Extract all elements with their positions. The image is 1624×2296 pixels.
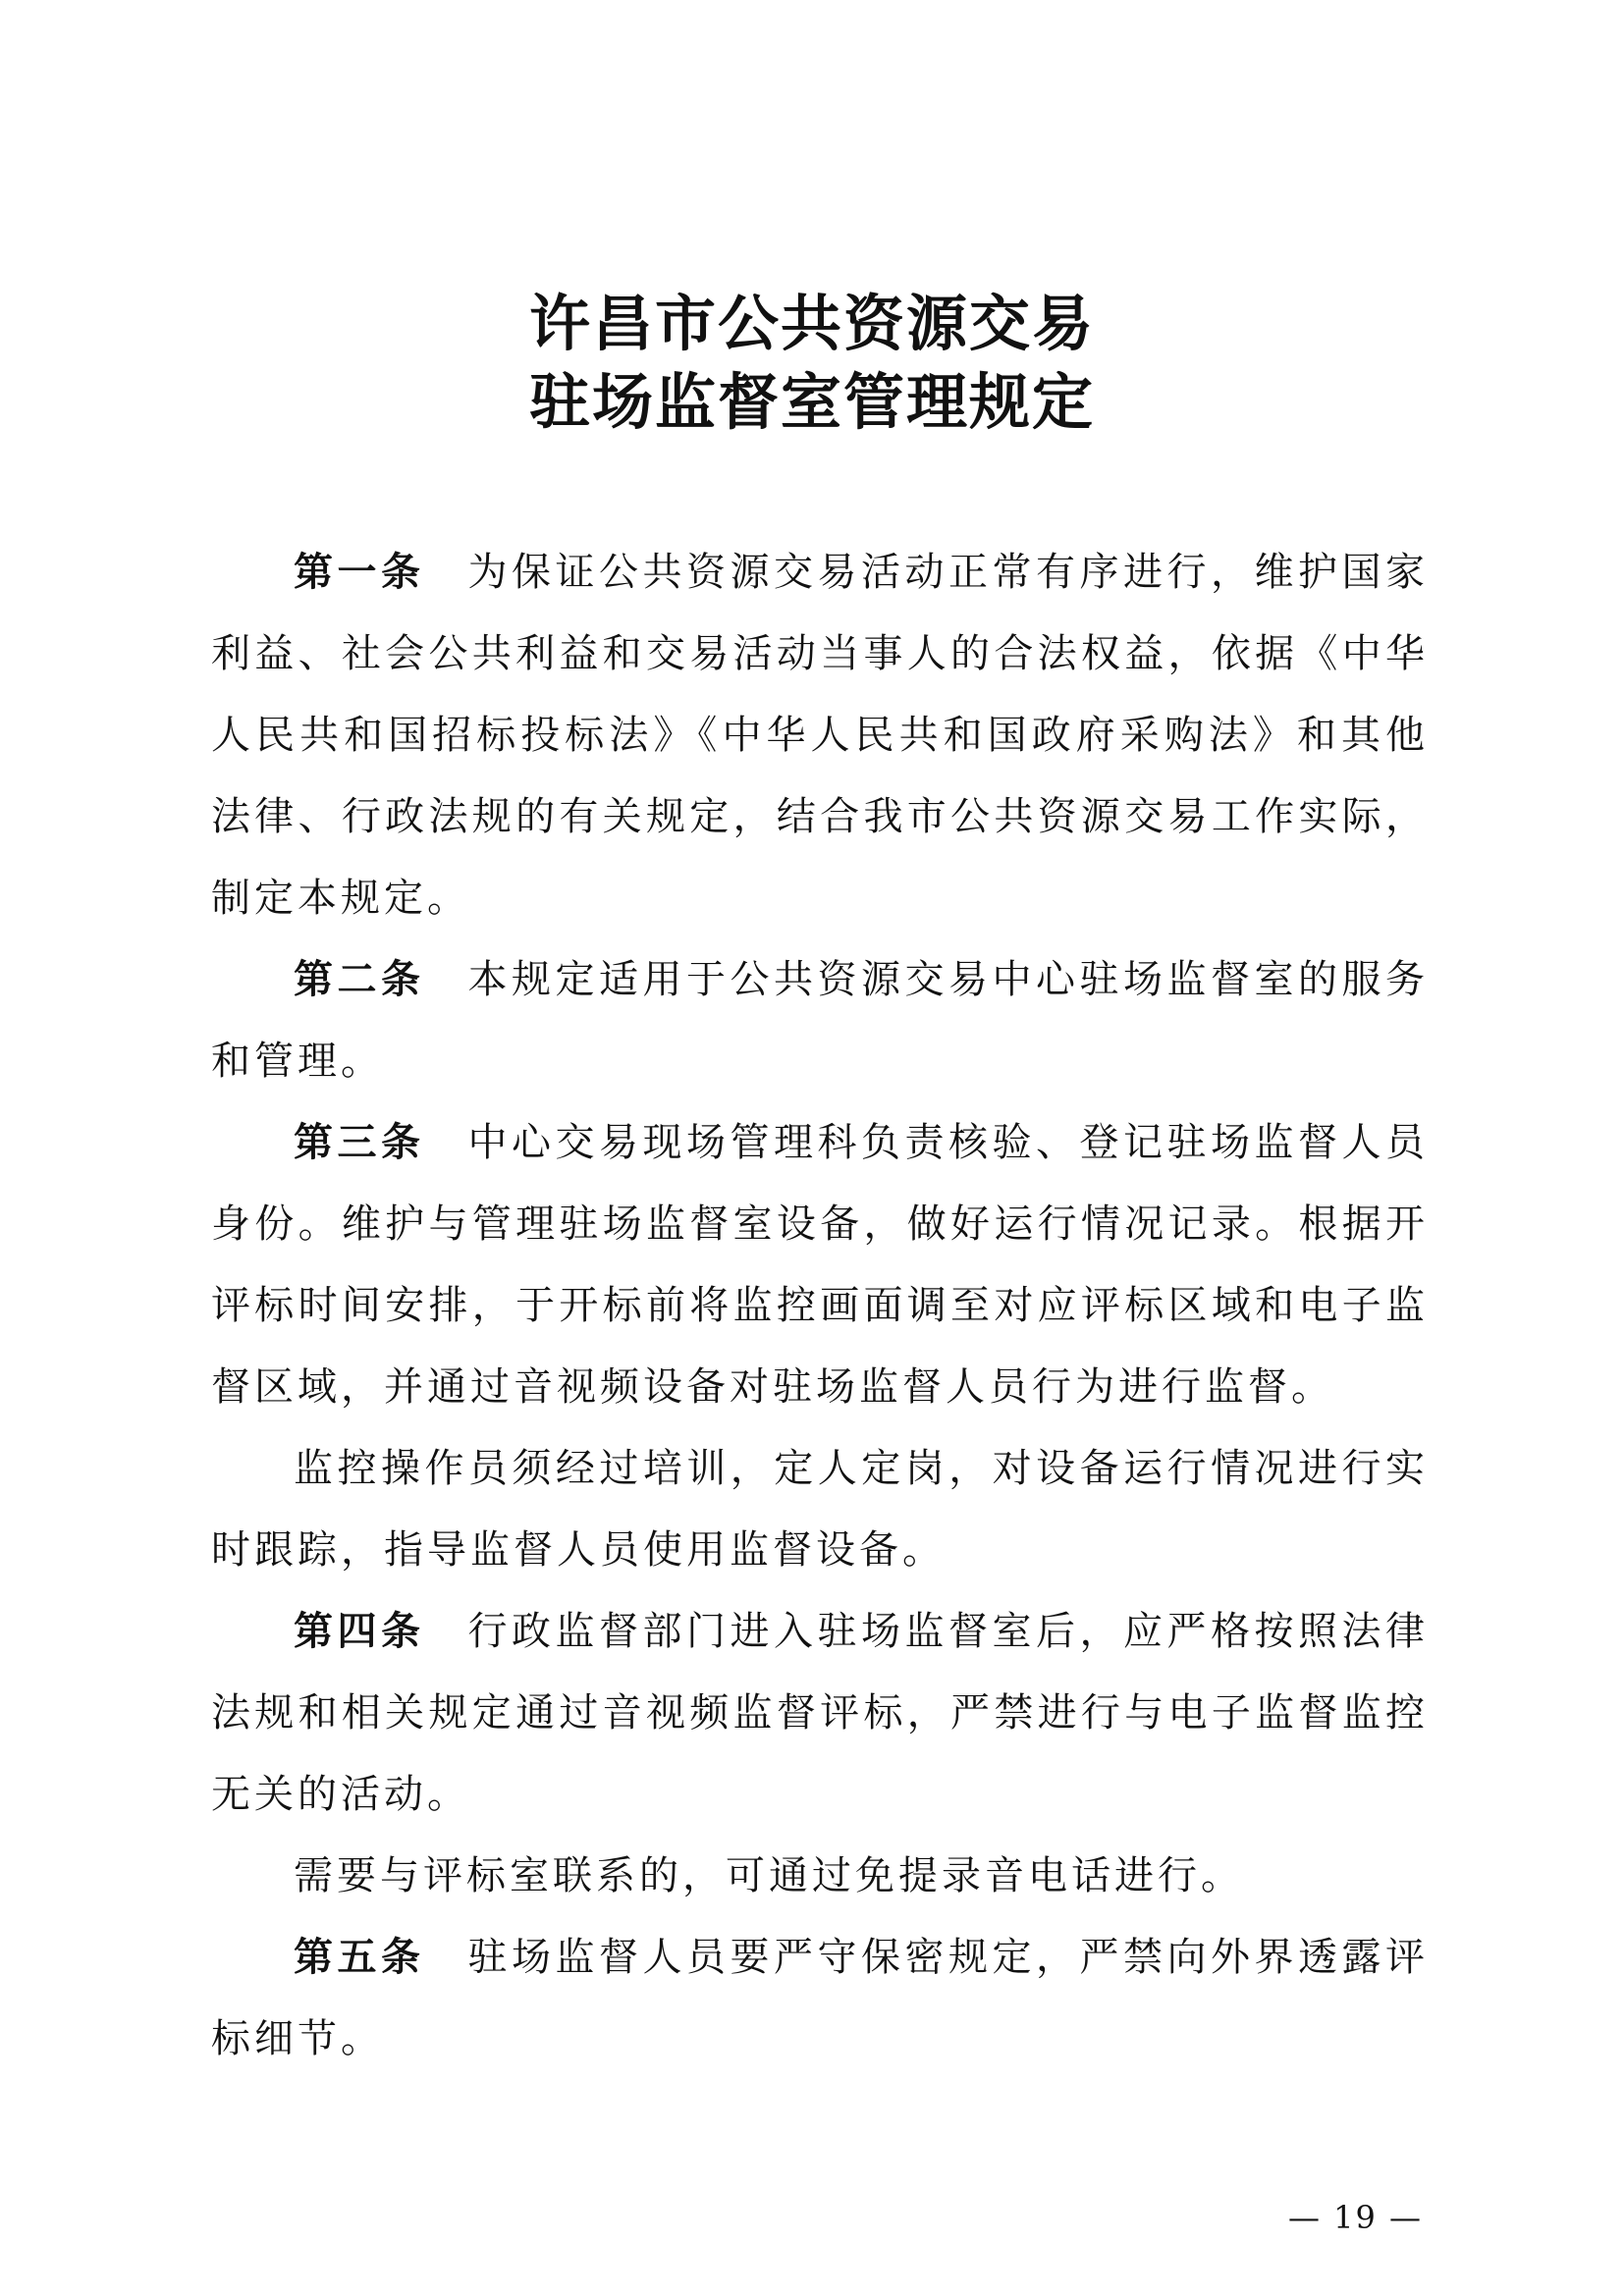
article-4-paragraph [211,1591,1429,1836]
article-3-paragraph [211,1102,1429,1428]
article-label: 第四条 [294,1609,425,1654]
paragraph-text: 需要与评标室联系的，可通过免提录音电话进行。 [294,1853,1244,1898]
article-5-paragraph [211,1917,1429,2080]
paragraph-text: 监控操作员须经过培训，定人定岗，对设备运行情况进行实时跟踪，指导监督人员使用监督设备。 [211,1446,1429,1573]
article-label: 第二条 [294,957,425,1002]
document-title-line-2: 驻场监督室管理规定 [528,366,1095,438]
article-text: 行政监督部门进入驻场监督室后，应严格按照法律法规和相关规定通过音视频监督评标，严禁进行与电子监督监控无关的活动。 [211,1609,1429,1817]
article-text: 本规定适用于公共资源交易中心驻场监督室的服务和管理。 [211,957,1429,1084]
article-1-paragraph [211,532,1429,939]
article-2-paragraph [211,939,1429,1102]
article-label: 第三条 [294,1120,425,1165]
document-body [211,532,1429,2080]
article-3-continuation-paragraph [211,1428,1429,1591]
article-text: 中心交易现场管理科负责核验、登记驻场监督人员身份。维护与管理驻场监督室设备，做好运行情况记录。根据开评标时间安排，于开标前将监控画面调至对应评标区域和电子监督区域，并通过音视频设备对驻场监督人员行为进行监督。 [211,1120,1429,1410]
page-number: — 19 — [1287,2199,1423,2236]
article-text: 为保证公共资源交易活动正常有序进行，维护国家利益、社会公共利益和交易活动当事人的合法权益，依据《中华人民共和国招标投标法》《中华人民共和国政府采购法》和其他法律、行政法规的有关规定，结合我市公共资源交易工作实际，制定本规定。 [211,550,1429,921]
document-title-line-1: 许昌市公共资源交易 [528,288,1095,359]
article-label: 第一条 [294,550,425,595]
article-4-continuation-paragraph [211,1836,1429,1917]
article-label: 第五条 [294,1935,425,1980]
article-text: 驻场监督人员要严守保密规定，严禁向外界透露评标细节。 [211,1935,1429,2061]
